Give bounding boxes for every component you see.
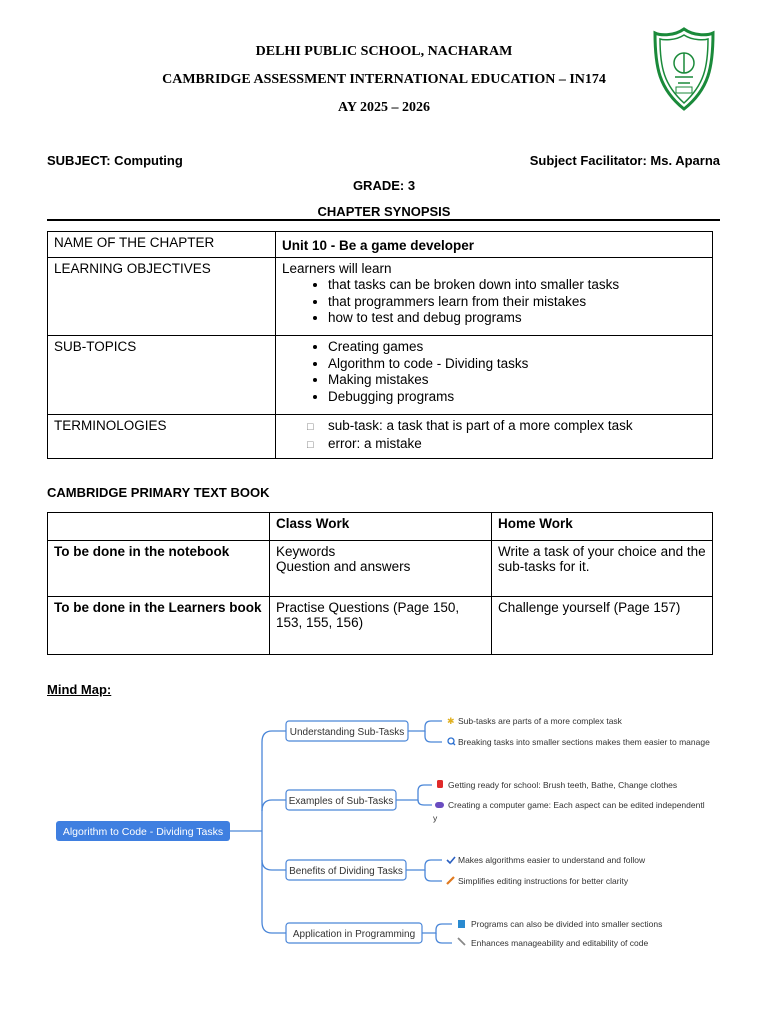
- magnifier-icon: [448, 738, 455, 745]
- class-work-item: Practise Questions (Page 150, 153, 155, 156): [270, 597, 492, 655]
- leaf-text: y: [433, 813, 438, 823]
- leaf-text: Simplifies editing instructions for better clarity: [458, 876, 629, 886]
- facilitator-label: Subject Facilitator: Ms. Aparna: [529, 153, 720, 168]
- svg-text:✱: ✱: [447, 716, 455, 726]
- synopsis-title: CHAPTER SYNOPSIS: [317, 204, 451, 219]
- subject-label: SUBJECT: Computing: [47, 153, 183, 168]
- list-item: • that programmers learn from their mistakes: [328, 294, 706, 311]
- textbook-title: CAMBRIDGE PRIMARY TEXT BOOK: [47, 485, 270, 500]
- class-work-item: Keywords: [276, 544, 336, 559]
- backpack-icon: [437, 780, 443, 788]
- chapter-label: NAME OF THE CHAPTER: [48, 232, 276, 258]
- leaf-text: Enhances manageability and editability of code: [471, 938, 649, 948]
- board-name: CAMBRIDGE ASSESSMENT INTERNATIONAL EDUCATION – IN174: [162, 72, 606, 87]
- gamepad-icon: [435, 802, 444, 808]
- grade-label: GRADE: 3: [352, 178, 416, 193]
- row-label: To be done in the Learners book: [48, 597, 270, 655]
- wrench-icon: [458, 938, 465, 945]
- leaf-text: Makes algorithms easier to understand and follow: [458, 855, 646, 865]
- leaf-text: Getting ready for school: Brush teeth, Bathe, Change clothes: [448, 780, 678, 790]
- home-work-cell: Write a task of your choice and the sub-tasks for it.: [492, 541, 713, 597]
- branch-label: Benefits of Dividing Tasks: [289, 866, 403, 877]
- subtopics-label: SUB-TOPICS: [48, 336, 276, 415]
- branch-label: Examples of Sub-Tasks: [288, 796, 394, 807]
- mindmap-root-label: Algorithm to Code - Dividing Tasks: [62, 826, 224, 838]
- sparkle-icon: [447, 716, 455, 726]
- home-work-header: Home Work: [492, 513, 713, 541]
- home-work-cell: Challenge yourself (Page 157): [492, 597, 713, 655]
- list-item: • Algorithm to code - Dividing tasks: [328, 356, 706, 373]
- pencil-icon: [447, 877, 454, 884]
- checkmark-icon: [447, 857, 455, 863]
- objectives-label: LEARNING OBJECTIVES: [48, 258, 276, 336]
- chapter-value: Unit 10 - Be a game developer: [276, 232, 713, 258]
- list-item: • how to test and debug programs: [328, 310, 706, 327]
- class-work-header: Class Work: [270, 513, 492, 541]
- objectives-intro: Learners will learn: [282, 261, 392, 276]
- mindmap-connectors: [230, 721, 452, 943]
- branch-label: Understanding Sub-Tasks: [289, 727, 405, 738]
- leaf-text: Creating a computer game: Each aspect can be edited independentl: [448, 800, 705, 810]
- mindmap-title: Mind Map:: [47, 682, 112, 697]
- list-item: • Debugging programs: [328, 389, 706, 406]
- row-label: To be done in the notebook: [48, 541, 270, 597]
- list-item: □ error: a mistake: [307, 436, 706, 454]
- academic-year: AY 2025 – 2026: [338, 100, 430, 115]
- list-item: • Making mistakes: [328, 372, 706, 389]
- book-icon: [458, 920, 465, 928]
- school-name: DELHI PUBLIC SCHOOL, NACHARAM: [255, 44, 513, 59]
- list-item: • Creating games: [328, 339, 706, 356]
- list-item: • that tasks can be broken down into smaller tasks: [328, 277, 706, 294]
- branch-label: Application in Programming: [292, 929, 416, 940]
- class-work-item: Question and answers: [276, 559, 411, 574]
- terms-label: TERMINOLOGIES: [48, 415, 276, 459]
- leaf-text: Breaking tasks into smaller sections makes them easier to manage: [458, 737, 710, 747]
- leaf-text: Programs can also be divided into smaller sections: [471, 919, 663, 929]
- leaf-text: Sub-tasks are parts of a more complex task: [458, 716, 622, 726]
- list-item: □ sub-task: a task that is part of a more complex task: [307, 418, 706, 436]
